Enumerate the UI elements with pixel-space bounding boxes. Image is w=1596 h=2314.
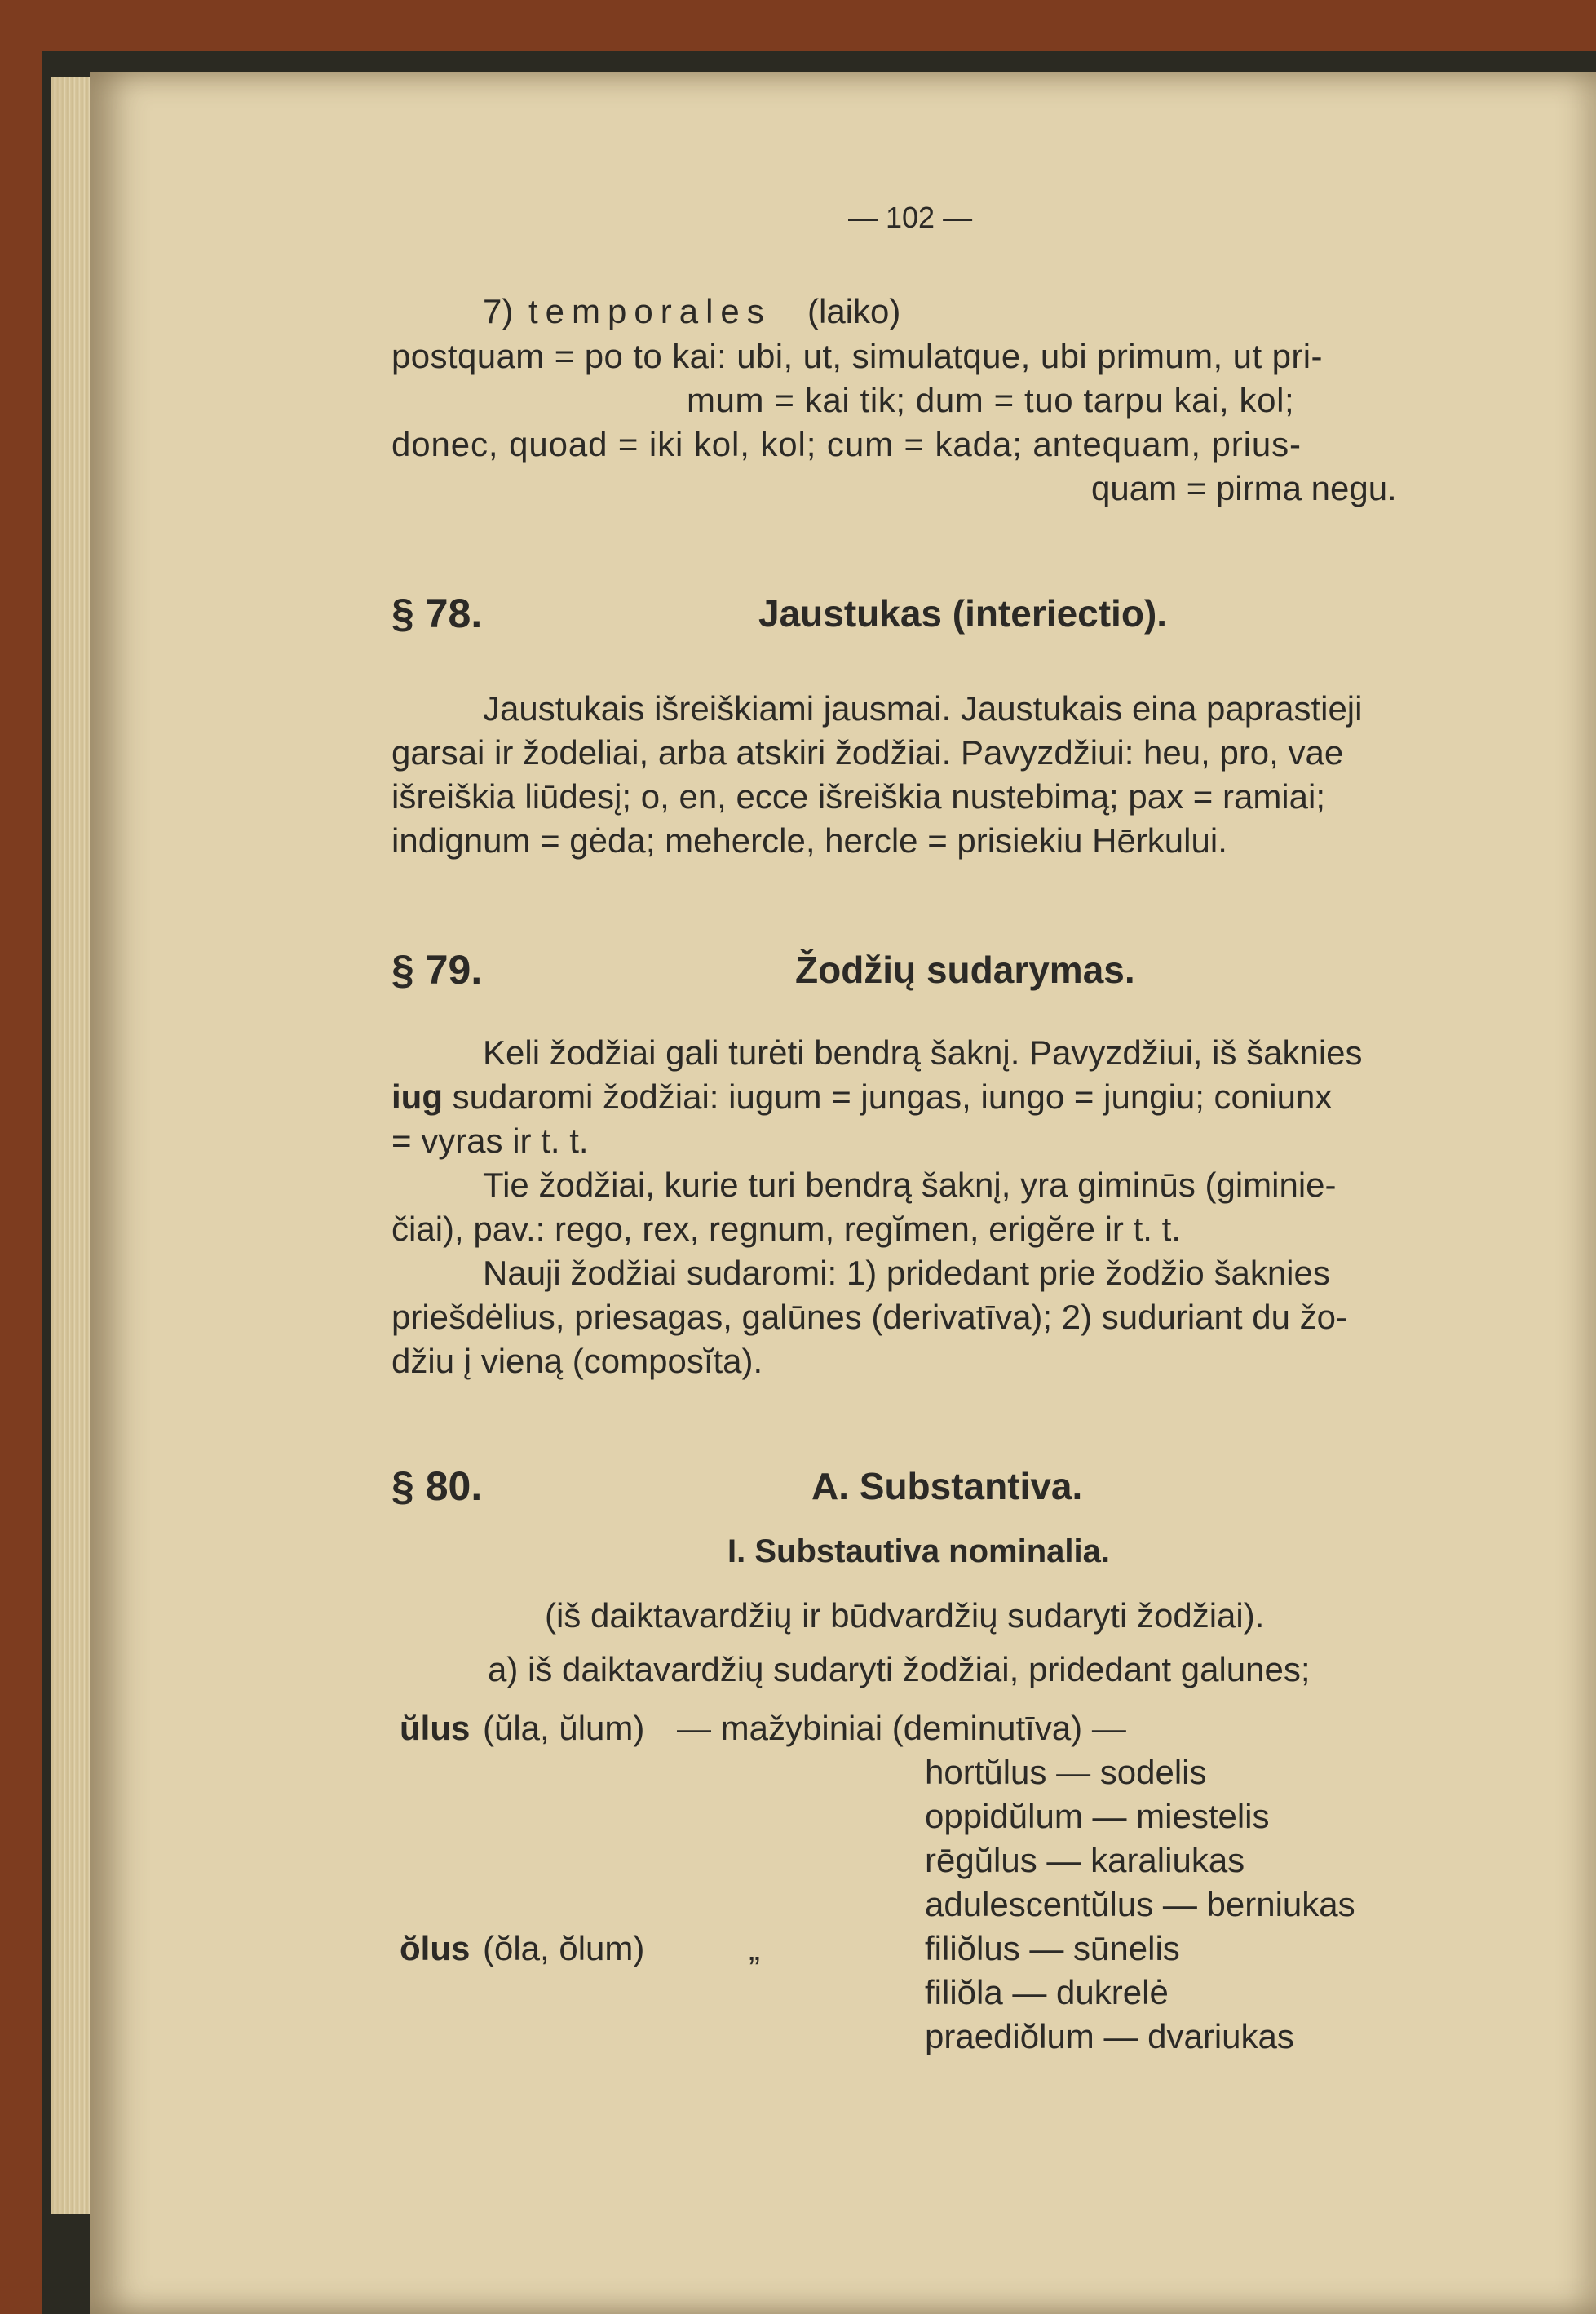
temporales-line: postquam = po to kai: ubi, ut, simulatque, ubi primum, ut pri- — [391, 337, 1323, 375]
section-80-sign: § 80. — [391, 1463, 483, 1509]
temporales-heading-word: temporales — [528, 292, 771, 330]
example-line: adulescentŭlus — berniukas — [925, 1885, 1355, 1923]
temporales-line: mum = kai tik; dum = tuo tarpu kai, kol; — [687, 381, 1295, 419]
section-78-sign: § 78. — [391, 591, 483, 636]
section-78-title: Jaustukas (interiectio). — [758, 592, 1168, 635]
s79-line: Tie žodžiai, kurie turi bendrą šaknį, yra giminūs (giminie- — [483, 1166, 1337, 1204]
example-line: filiŏla — dukrelė — [925, 1973, 1169, 2011]
s79-line: džiu į vieną (composĭta). — [391, 1342, 763, 1380]
s78-line: garsai ir žodeliai, arba atskiri žodžiai. Pavyzdžiui: heu, pro, vae — [391, 733, 1344, 772]
s78-line: Jaustukais išreiškiami jausmai. Jaustukais eina paprastieji — [483, 689, 1363, 728]
temporales-heading-number: 7) — [483, 292, 514, 330]
root-iug: iug — [391, 1077, 443, 1116]
suffix-ulus-forms: (ŭla, ŭlum) — [483, 1709, 645, 1747]
s79-line-rest: sudaromi žodžiai: iugum = jungas, iungo = jungiu; coniunx — [442, 1077, 1333, 1116]
s79-line: = vyras ir t. t. — [391, 1122, 589, 1160]
section-80-subtitle: I. Substautiva nominalia. — [727, 1533, 1110, 1569]
temporales-line: quam = pirma negu. — [1091, 469, 1397, 507]
page-number: — 102 — — [848, 201, 973, 234]
s78-line: išreiškia liūdesį; o, en, ecce išreiškia nustebimą; pax = ramiai; — [391, 777, 1325, 816]
s79-line: priešdėlius, priesagas, galūnes (derivatīva); 2) suduriant du žo- — [391, 1298, 1347, 1336]
s78-line: indignum = gėda; mehercle, hercle = prisiekiu Hērkului. — [391, 821, 1227, 860]
suffix-ulus: ŭlus — [400, 1709, 471, 1747]
suffix-olus: ŏlus — [400, 1929, 471, 1967]
example-line: rēgŭlus — karaliukas — [925, 1841, 1245, 1879]
s80-sub-a: a) iš daiktavardžių sudaryti žodžiai, pridedant galunes; — [488, 1650, 1311, 1688]
temporales-line: donec, quoad = iki kol, kol; cum = kada; antequam, prius- — [391, 425, 1302, 463]
section-79-title: Žodžių sudarymas. — [795, 949, 1135, 991]
s80-note: (iš daiktavardžių ir būdvardžių sudaryti žodžiai). — [545, 1596, 1265, 1635]
example-line: oppidŭlum — miestelis — [925, 1797, 1270, 1835]
s79-line: Nauji žodžiai sudaromi: 1) pridedant prie žodžio šaknies — [483, 1254, 1330, 1292]
suffix-ulus-desc: — mažybiniai (deminutīva) — — [677, 1709, 1126, 1747]
ditto-mark: „ — [749, 1929, 760, 1967]
section-80-title: A. Substantiva. — [811, 1465, 1083, 1507]
s79-line: čiai), pav.: rego, rex, regnum, regĭmen, erigĕre ir t. t. — [391, 1210, 1181, 1248]
example-line: praediŏlum — dvariukas — [925, 2017, 1294, 2055]
temporales-heading-gloss: (laiko) — [807, 292, 901, 330]
example-line: hortŭlus — sodelis — [925, 1753, 1207, 1791]
section-79-sign: § 79. — [391, 947, 483, 993]
s79-line — [391, 1075, 1332, 1119]
suffix-olus-forms: (ŏla, ŏlum) — [483, 1929, 645, 1967]
s79-line: Keli žodžiai gali turėti bendrą šaknį. Pavyzdžiui, iš šaknies — [483, 1033, 1363, 1072]
example-line: filiŏlus — sūnelis — [925, 1929, 1180, 1967]
